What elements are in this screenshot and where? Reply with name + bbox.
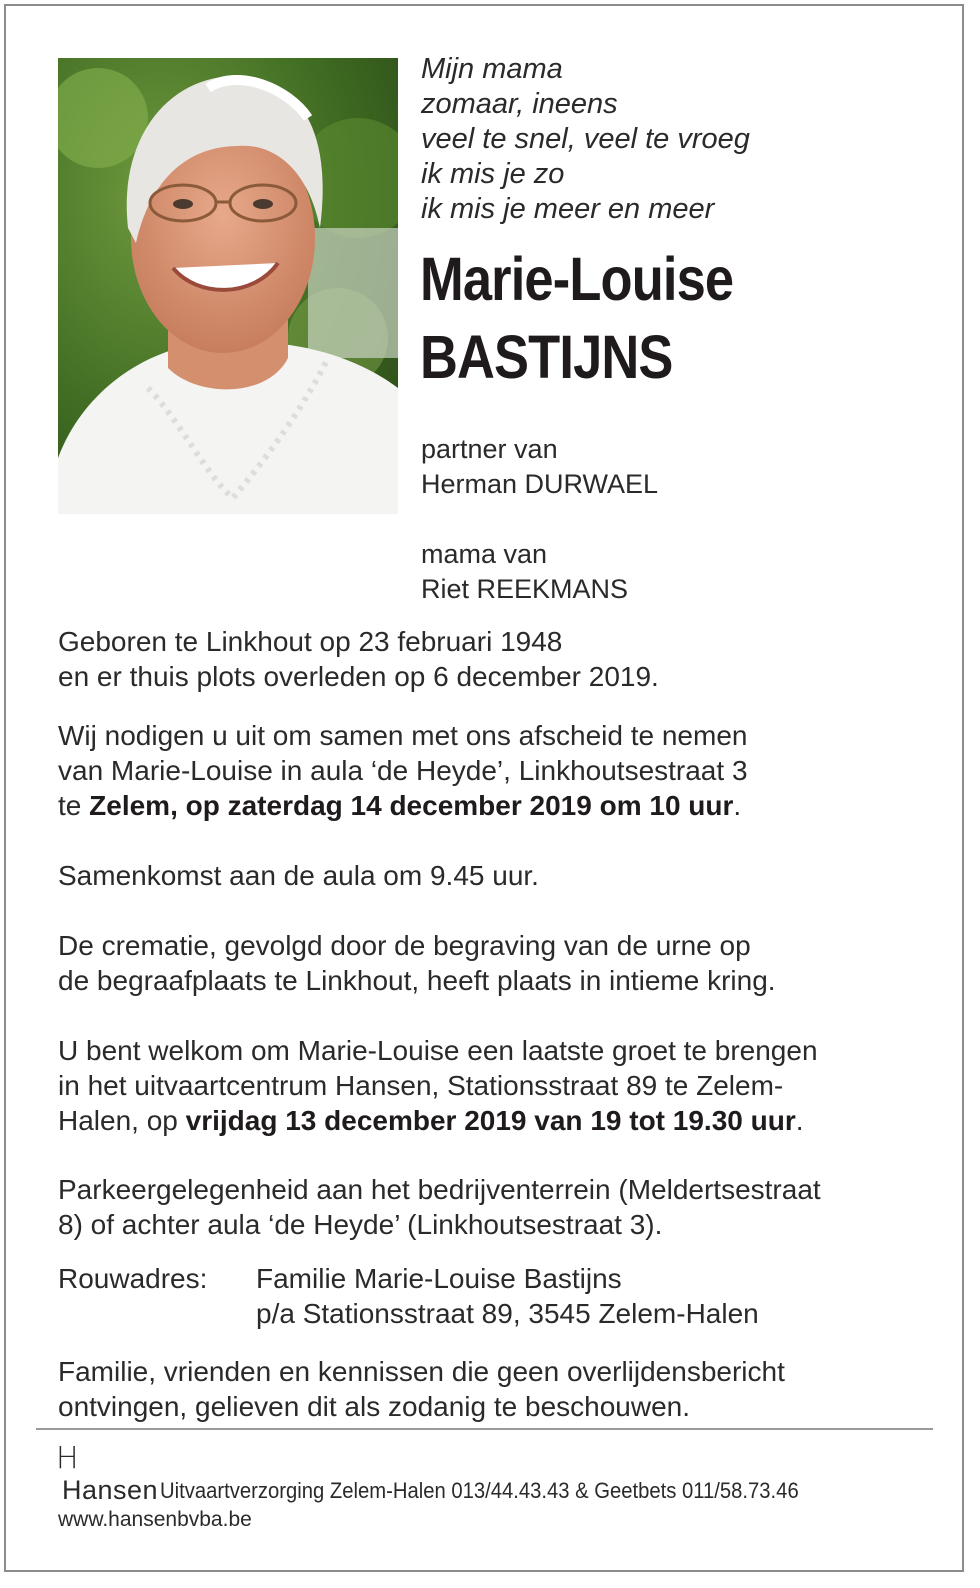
closing-text (58, 1354, 938, 1424)
first-name: Marie-Louise (420, 245, 734, 313)
birth-death-text (58, 624, 938, 694)
last-name: BASTIJNS (420, 323, 673, 391)
invitation-text (58, 718, 938, 823)
poem-line: Mijn mama (421, 53, 563, 85)
partner-name: Herman DURWAEL (421, 469, 659, 499)
footer-divider (36, 1428, 933, 1430)
death-line: en er thuis plots overleden op 6 december 2019. (58, 661, 659, 692)
logo-letter: H (56, 1441, 79, 1476)
portrait-illustration (58, 58, 398, 514)
deceased-name (420, 240, 733, 396)
invitation-line: Wij nodigen u uit om samen met ons afscheid te nemen (58, 720, 748, 751)
cremation-line: de begraafplaats te Linkhout, heeft plaats in intieme kring. (58, 965, 776, 996)
address-line: p/a Stationsstraat 89, 3545 Zelem-Halen (256, 1298, 759, 1329)
ceremony-datetime: Zelem, op zaterdag 14 december 2019 om 10 uur (89, 790, 734, 821)
visitation-line (58, 1103, 938, 1138)
address-value (256, 1261, 759, 1331)
gathering-text (58, 858, 938, 893)
invitation-prefix: te (58, 790, 90, 821)
visitation-text (58, 1033, 938, 1138)
brand-name: Hansen (62, 1475, 159, 1505)
address-line: Familie Marie-Louise Bastijns (256, 1263, 622, 1294)
address-label: Rouwadres: (58, 1263, 208, 1294)
gathering-line: Samenkomst aan de aula om 9.45 uur. (58, 860, 539, 891)
invitation-line: van Marie-Louise in aula ‘de Heyde’, Linkhoutsestraat 3 (58, 755, 748, 786)
invitation-line (58, 788, 938, 823)
funeral-home-info: Uitvaartverzorging Zelem-Halen 013/44.43.43 & Geetbets 011/58.73.46 (160, 1478, 799, 1503)
closing-line: Familie, vrienden en kennissen die geen overlijdensbericht (58, 1356, 785, 1387)
memorial-poem (421, 52, 750, 227)
closing-line: ontvingen, gelieven dit als zodanig te beschouwen. (58, 1391, 690, 1422)
cremation-text (58, 928, 938, 998)
visitation-line: U bent welkom om Marie-Louise een laatste groet te brengen (58, 1035, 818, 1066)
poem-line: veel te snel, veel te vroeg (421, 123, 750, 155)
invitation-suffix: . (733, 790, 742, 821)
visitation-line: in het uitvaartcentrum Hansen, Stationsstraat 89 te Zelem- (58, 1070, 784, 1101)
poem-line: ik mis je meer en meer (421, 193, 715, 225)
visitation-datetime: vrijdag 13 december 2019 van 19 tot 19.30 uur (185, 1105, 796, 1136)
birth-line: Geboren te Linkhout op 23 februari 1948 (58, 626, 563, 657)
poem-line: zomaar, ineens (421, 88, 618, 120)
visitation-prefix: Halen, op (58, 1105, 186, 1136)
poem-line: ik mis je zo (421, 158, 565, 190)
parking-line: 8) of achter aula ‘de Heyde’ (Linkhoutsestraat 3). (58, 1209, 663, 1240)
mama-block (421, 537, 628, 607)
mama-name: Riet REEKMANS (421, 574, 629, 604)
parking-line: Parkeergelegenheid aan het bedrijventerrein (Meldertsestraat (58, 1174, 821, 1205)
website-link[interactable]: www.hansenbvba.be (58, 1508, 252, 1531)
mama-label: mama van (421, 539, 548, 569)
cremation-line: De crematie, gevolgd door de begraving van de urne op (58, 930, 751, 961)
parking-text (58, 1172, 938, 1242)
visitation-suffix: . (795, 1105, 804, 1136)
portrait-photo (58, 58, 398, 514)
partner-label: partner van (421, 434, 558, 464)
partner-block (421, 432, 658, 502)
